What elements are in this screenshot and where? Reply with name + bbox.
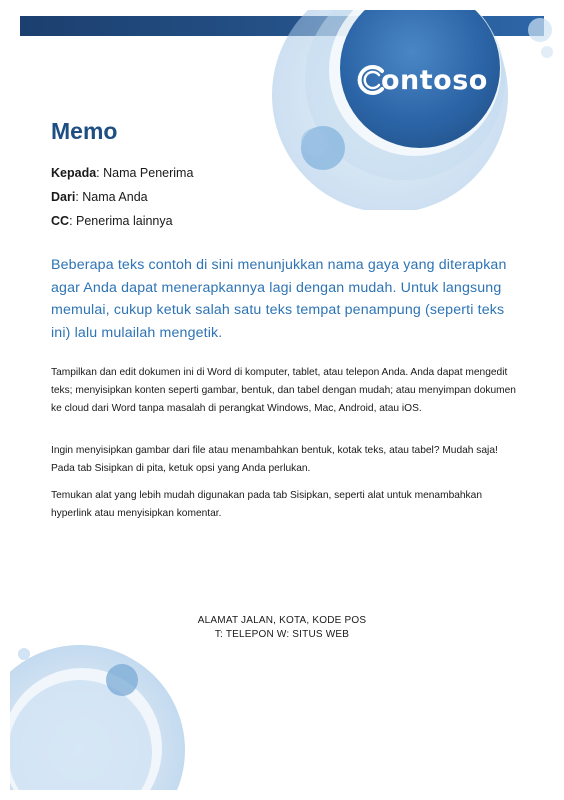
footer-address: ALAMAT JALAN, KOTA, KODE POS [197,615,367,626]
cc-value: : Penerima lainnya [69,214,173,228]
memo-cc-line [51,214,173,228]
cc-label: CC [51,214,70,228]
footer-contact: T: TELEPON W: SITUS WEB [214,629,350,640]
decorative-circles-bottom [10,620,210,790]
to-value: : Nama Penerima [96,166,194,180]
contoso-logo [355,58,495,102]
from-value: : Nama Anda [75,190,148,204]
memo-title: Memo [51,118,118,144]
intro-paragraph: Beberapa teks contoh di sini menunjukkan nama gaya yang diterapkan agar Anda dapat menerapkannya lagi dengan mudah. Untuk langsung memulai, cukup ketuk salah satu teks tempat penampung (seperti teks ini) lalu mulailah mengetik. [51,257,507,341]
body-paragraph-1: Tampilkan dan edit dokumen ini di Word di komputer, tablet, atau telepon Anda. Anda dapat mengedit teks; menyisipkan konten seperti gambar, bentuk, dan tabel dengan mudah; atau menyimpan dokumen ke cloud dari Word tanpa masalah di perangkat Windows, Mac, Android, atau iOS. [51,367,516,414]
body-paragraph-2: Ingin menyisipkan gambar dari file atau menambahkan bentuk, kotak teks, atau tabel? Mudah saja! Pada tab Sisipkan di pita, ketuk opsi yang Anda perlukan. [51,445,498,474]
logo-text: ontoso [381,64,488,96]
memo-from-line [51,190,148,204]
from-label: Dari [51,190,76,204]
body-paragraph-3: Temukan alat yang lebih mudah digunakan pada tab Sisipkan, seperti alat untuk menambahkan hyperlink atau menyisipkan komentar. [51,490,482,519]
memo-to-line [51,166,193,180]
to-label: Kepada [51,166,97,180]
decorative-circles-top [255,10,555,210]
